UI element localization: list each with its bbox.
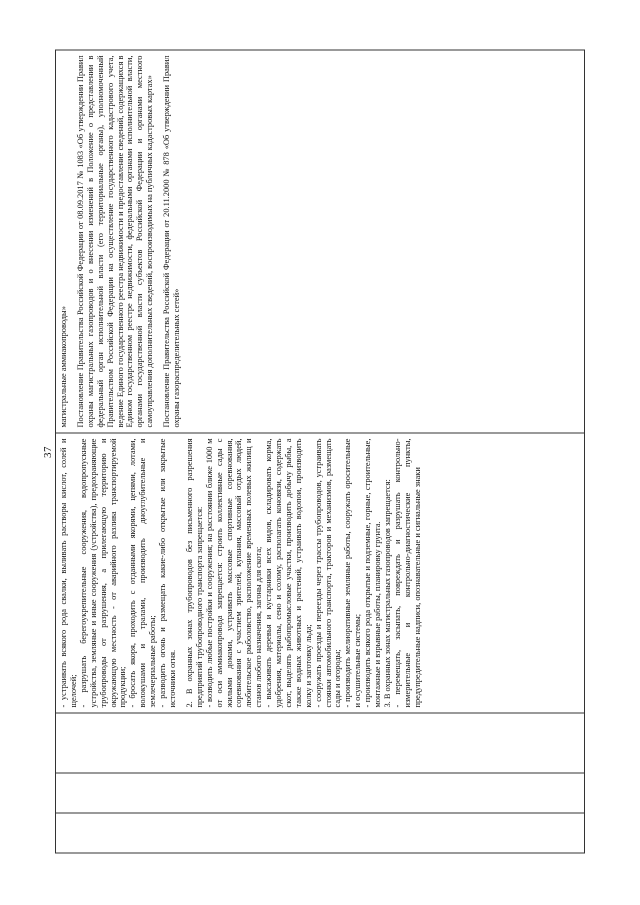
restriction-paragraph: - разводить огонь и размещать какие-либо открытые или закрытые источники огня. (158, 438, 177, 708)
legal-basis-paragraph: Постановление Правительства Российской Федерации от 20.11.2000 № 878 «Об утверждении Правил охраны газораспределительных сетей» (162, 55, 182, 428)
restriction-paragraph: - сооружать проезды и переезды через трассы трубопроводов, устраивать стоянки автомобильного транспорта, тракторов и механизмов, размещать сады и огороды; (313, 438, 343, 708)
restriction-paragraph: 2. В охранных зонах трубопроводов без письменного разрешения предприятий трубопроводного транспорта запрещается: (184, 438, 204, 708)
rotated-page-content (55, 51, 585, 854)
restriction-paragraph: - производить мелиоративные земляные работы, сооружать оросительные и осушительные системы; (343, 438, 363, 708)
legal-basis-paragraph: Постановление Правительства Российской Федерации от 08.09.2017 № 1083 «Об утверждении Правил охраны магистральных газопроводов и о внесении изменений в Положение о представлении в федеральный орган исполнительной власти (его территориальные органы), уполномоченный Правительством Российской Федерации на осуществление государственного кадастрового учета, ведение Единого государственного реестра недвижимости и предоставление сведений, содержащихся в Едином государственном реестре недвижимости, федеральными органами исполнительной власти, органами государственной власти субъектов Российской Федерации и органами местного самоуправления дополнительных сведений, воспроизводимых на публичных кадастровых картах» (75, 55, 155, 428)
restriction-paragraph: - производить всякого рода открытые и подземные, горные, строительные, монтажные и взрывные работы, планировку грунта. (363, 438, 383, 708)
table-cell-restrictions (56, 433, 585, 713)
restriction-paragraph: - разрушать берегоукрепительные сооружения, водопропускные устройства, земляные и иные сооружения (устройства), предохраняющие трубопроводы от разрушения, а прилегающую территорию и окружающую местность - от аварийного разлива транспортируемой продукции; (78, 438, 128, 708)
zones-table (55, 50, 585, 854)
restriction-paragraph: - высаживать деревья и кустарники всех видов, складировать корма, удобрения, материалы, сено и солому, располагать коновязи, содержать скот, выделять рыбопромысловые участки, производить добычу рыбы, а также водных животных и растений, устраивать водопои, производить колку и заготовку льда; (264, 438, 313, 708)
restriction-paragraph: 3. В охранных зонах магистральных газопроводов запрещается: (383, 479, 392, 708)
restrictions-text (59, 439, 423, 708)
page-number: 37 (42, 446, 54, 458)
table-cell-col1 (56, 773, 585, 813)
table-row (56, 50, 585, 853)
table-cell-legal-basis (56, 50, 585, 433)
legal-basis-text (59, 56, 182, 428)
legal-basis-paragraph: магистральные аммиакопроводы» (59, 306, 68, 428)
restriction-paragraph: - бросать якоря, проходить с отданными якорями, цепями, лотами, волокушами и тралами, производить дноуглубительные и землечерпальные работы; (128, 438, 158, 708)
restriction-paragraph: - возводить любые постройки и сооружения; на расстоянии ближе 1000 м от оси аммиакопровода запрещается: строить коллективные сады с жилыми домами, устраивать массовые спортивные соревнования, соревнования с участием зрителей, купания, массовый отдых людей, любительское рыболовство, расположение временных полевых жилищ и станов любого назначения, загоны для скота; (204, 438, 264, 708)
restriction-paragraph: - перемещать, засыпать, повреждать и разрушать контрольно-измерительные и контрольно-диагностические пункты, предупредительные надписи, опознавательные и сигнальные знаки (392, 438, 422, 708)
restriction-paragraph: - устраивать всякого рода свалки, выливать растворы кислот, солей и щелочей; (59, 438, 78, 708)
table-cell-col0 (56, 813, 585, 853)
table-cell-col2 (56, 713, 585, 773)
